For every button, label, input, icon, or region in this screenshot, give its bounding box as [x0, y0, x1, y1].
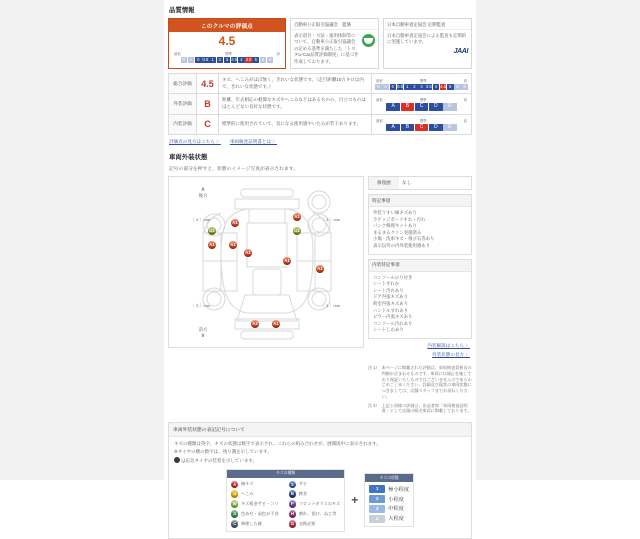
- damage-marker[interactable]: A1: [209, 242, 215, 247]
- scale-cell: B: [401, 124, 415, 131]
- scale-cell: D: [429, 103, 443, 110]
- scale-cell: 5: [447, 84, 454, 90]
- evaluation-row: [169, 94, 472, 114]
- evaluation-table: [168, 73, 472, 135]
- scale-label-mid: 標準: [419, 98, 427, 103]
- legend-state-box-icon: 3: [369, 505, 385, 513]
- exterior-notes-header: 特記事項: [369, 195, 471, 207]
- scale-cell: 0: [390, 84, 397, 90]
- legend-kind-item: [289, 520, 341, 528]
- legend-kind-label: へこみ: [240, 491, 254, 497]
- scale-cell: E: [443, 103, 457, 110]
- score-card: [168, 18, 286, 69]
- exterior-note-item: まるまるクリン実施済み: [373, 229, 422, 235]
- legend-kind-ball-icon: W: [232, 501, 237, 507]
- scale-cell: 4: [433, 84, 440, 90]
- scale-cell: 4.5: [440, 83, 447, 89]
- scale-label-low: 最低: [376, 78, 383, 83]
- legend-plus-sign: +: [351, 493, 359, 508]
- interior-note-item: ドア内張キズあり: [373, 294, 408, 300]
- tyre-depth-front-right: 〔 3 〕mm: [321, 303, 341, 308]
- evaluation-row: [169, 74, 472, 94]
- exterior-right-column: [368, 176, 472, 417]
- legend-line-3: は応急タイヤの装着を示しています。: [174, 457, 466, 464]
- legend-state-item: [369, 485, 409, 493]
- evaluation-row: [169, 114, 472, 134]
- legend-kind-item: [231, 520, 279, 528]
- score-scale-cell: 1: [209, 57, 216, 63]
- legend-kind-ball-icon: P: [289, 500, 297, 508]
- evaluation-row-scale: [372, 74, 472, 94]
- score-scale-cell: S: [268, 57, 272, 62]
- scale-cell: R: [376, 83, 380, 89]
- interior-notes-panel: [368, 259, 472, 339]
- score-scale-cell: 5: [252, 57, 259, 63]
- kind-legend-column-right: [289, 481, 341, 528]
- legend-kind-ball-icon: S: [289, 481, 297, 489]
- scale-label-low: 最低: [174, 52, 181, 56]
- car-outline-svg: [169, 177, 365, 349]
- legend-kind-item: [289, 510, 341, 518]
- tyre-depth-rear-left: 〔 4 〕mm: [191, 217, 211, 222]
- legend-kind-ball-icon: H: [289, 510, 297, 518]
- exterior-notes-list: [369, 207, 471, 254]
- score-scale-cell: 6: [260, 57, 267, 63]
- legend-kind-label: 修理した跡: [240, 520, 262, 526]
- evaluation-row-scale: [372, 94, 472, 114]
- evaluation-links: [169, 139, 472, 145]
- legend-state-label: 中程度: [388, 506, 404, 513]
- score-scale-cell: 0: [195, 57, 202, 63]
- scale-label-high: 高: [463, 78, 467, 83]
- evaluation-row-scale: [372, 114, 472, 134]
- legend-kind-item: [289, 500, 341, 508]
- repair-history-value: なし: [402, 180, 412, 185]
- legend-line-1: キズの種類は英字、キズの状態は数字で表示され、これらの組み合わせが、展開図中に表示されます。: [174, 441, 381, 447]
- legend-body: [169, 437, 471, 537]
- legend-kind-item: [231, 500, 279, 508]
- legend-kind-ball-icon: B: [289, 490, 297, 498]
- legend-kind-ball-icon: G: [289, 520, 297, 528]
- fair-trade-note-body: [291, 30, 378, 68]
- legend-kind-item: [231, 490, 279, 498]
- scale-cell: 2: [411, 84, 418, 90]
- overall-score-value: 4.5: [218, 34, 236, 48]
- legend-state-item: [369, 515, 409, 523]
- scale-label-mid: 標準: [419, 118, 427, 123]
- scale-cell: A: [386, 103, 400, 110]
- scale-label-high: 高: [463, 98, 467, 103]
- evaluation-row-description: 距離、年式相応の軽微なキズやへこみなどはあるものの、目立つものはほとんどない良好な状態です。: [219, 94, 372, 114]
- exterior-note-item: 小傷・洗車キズ・飛び石等あり: [373, 236, 435, 242]
- exterior-right-link[interactable]: 内装解説はこちら 〉: [427, 342, 470, 348]
- score-scale-cell: 4: [238, 57, 245, 63]
- quality-section-title: 品質情報: [169, 7, 195, 14]
- interior-note-item: シートすれか: [373, 281, 400, 287]
- legend-kind-item: [231, 510, 279, 518]
- legend-kind-label: 腐食: [298, 491, 308, 497]
- score-scale-cell: 3.5: [231, 57, 238, 62]
- jaai-note-body: [384, 30, 471, 58]
- damage-marker[interactable]: A1: [245, 250, 251, 255]
- legend-state-item: [369, 505, 409, 513]
- legend-symbols: [174, 469, 466, 532]
- exterior-right-links: [368, 343, 472, 361]
- evaluation-row-grade: C: [197, 114, 219, 134]
- legend-kind-label: 色あせ・退色が不良: [240, 510, 279, 516]
- interior-notes-list: [369, 272, 471, 338]
- fair-trade-note-text: 表示項目・方法・運用体制等について、自動車公正取引協議会の定める基準を満たした「トヨタU-Car品質評価制度」に基づき作成しております。: [294, 33, 359, 64]
- exterior-note-item: ラゲッジボードすれ・汚れ: [373, 216, 426, 222]
- evaluation-row-key: 外装評価: [169, 94, 197, 114]
- interior-note-item: 荷室内張キズあり: [373, 300, 409, 306]
- exterior-note-item: 表示以外の内外装使用感あり: [373, 242, 431, 248]
- interior-note-item: シート汚れあり: [373, 287, 404, 293]
- legend-kind-label: キズ板金サビ・コリ: [240, 501, 279, 507]
- scale-cell: D: [429, 124, 443, 131]
- kind-legend-header: キズの種類: [227, 470, 344, 478]
- damage-marker[interactable]: A2: [252, 321, 258, 326]
- legend-line-2: ※タイヤの横の数字は、残り溝を示しています。: [174, 449, 272, 455]
- score-scale: [173, 51, 281, 63]
- damage-marker[interactable]: U1: [294, 228, 300, 233]
- scale-cell: 0.5: [397, 83, 403, 89]
- legend-kind-label: 線キズ: [240, 481, 254, 487]
- scale-cell: C: [415, 124, 429, 131]
- spare-tyre-dot-icon: [174, 457, 180, 463]
- legend-state-label: 小程度: [388, 496, 404, 503]
- score-scale-cell: 3: [224, 57, 231, 63]
- scale-label-high: 高: [276, 52, 280, 56]
- score-scale-cell: R: [182, 57, 186, 62]
- legend-state-box-icon: 1: [369, 485, 385, 493]
- legend-kind-item: [289, 490, 341, 498]
- legend-state-box-icon: 4: [369, 515, 385, 523]
- disclaimer-number: 注 1）: [368, 364, 380, 370]
- exterior-right-link[interactable]: 外装状態の見方 〉: [431, 351, 470, 357]
- scale-label-mid: 標準: [419, 78, 427, 83]
- disclaimer-text: 本ページに掲載された評価は、車両検査員独自の判断が含まれるものです。車両には補正を施しており保証いたしものではございませんのであらかじめご了承ください。詳細及び現状の車両状態につきましては、店舗スタッフまでお尋ねください。: [381, 364, 472, 399]
- state-legend-column: [369, 485, 409, 522]
- legend-kind-ball-icon: U: [231, 490, 239, 498]
- score-card-body: [169, 32, 285, 67]
- tyre-depth-front-left: 〔 3 〕mm: [191, 303, 211, 308]
- quality-cards: [168, 18, 472, 69]
- car-diagram[interactable]: [168, 176, 364, 348]
- evaluation-row-key: 総合評価: [169, 74, 197, 94]
- scale-label-low: 最低: [376, 98, 383, 103]
- scale-cell: A: [386, 124, 400, 131]
- legend-kind-ball-icon: A: [231, 481, 239, 489]
- interior-note-item: シートしわあり: [373, 327, 404, 333]
- legend-kind-ball-icon: X: [231, 510, 239, 518]
- exterior-notes-panel: [368, 194, 472, 255]
- evaluation-row-description: キズ、へこみがほぼ無く、きれいな状態です。（走行距離10万キロ以内で、きれいな状態です。）: [219, 74, 372, 94]
- scale-cell: B: [401, 103, 415, 110]
- disclaimer-notes: [368, 365, 472, 417]
- score-scale-cell: A: [189, 57, 193, 62]
- disclaimer-item: [368, 365, 472, 400]
- evaluation-row-description: 標準的に使用されていて、気になる使用感やいたみが若干あります。: [219, 114, 372, 134]
- legend-state-box-icon: 2: [369, 495, 385, 503]
- exterior-section-sub: 記号の部分を押すと、状態のイメージ写真が表示されます。: [169, 167, 298, 172]
- legend-kind-label: サビ: [298, 481, 308, 487]
- interior-notes-header: 内装特記事項: [369, 260, 471, 272]
- front-direction-label: 前方 ∨: [198, 327, 208, 339]
- score-scale-cell: 0.5: [202, 57, 209, 62]
- exterior-note-item: パンク修理キットあり: [373, 223, 417, 229]
- scale-cell: 3: [418, 84, 425, 90]
- legend-header: 車両外装状態の表記記号について: [169, 423, 471, 437]
- legend-kind-label: フロントガラスのキズ: [298, 501, 341, 507]
- interior-note-item: コンソール汚れあり: [373, 320, 413, 326]
- scale-cell: A: [384, 83, 388, 89]
- interior-note-item: ハンドルすれあり: [373, 307, 409, 313]
- evaluation-row-grade: B: [197, 94, 219, 114]
- eco-leaf-icon: [362, 34, 375, 47]
- left-gutter: [0, 0, 164, 480]
- tyre-depth-rear-right: 〔 4 〕mm: [321, 217, 341, 222]
- evaluation-row-key: 内装評価: [169, 114, 197, 134]
- damage-marker[interactable]: A1: [284, 258, 290, 263]
- disclaimer-item: [368, 403, 472, 415]
- scale-cell: E: [443, 124, 457, 131]
- interior-note-item: ピラー内張キズあり: [373, 314, 413, 320]
- repair-history-row: [368, 176, 472, 190]
- damage-marker[interactable]: A1: [294, 214, 300, 219]
- scale-cell: 3.5: [425, 83, 432, 89]
- state-legend-box: [364, 473, 414, 526]
- scale-label-high: 高: [463, 118, 467, 123]
- legend-state-label: 大程度: [388, 516, 404, 523]
- evaluation-link[interactable]: 車両検査証明書とは 〉: [229, 139, 278, 144]
- score-scale-cells: [173, 57, 281, 63]
- main-content: [164, 0, 476, 527]
- disclaimer-number: 注 2）: [368, 402, 380, 408]
- scale-cell: 1: [404, 84, 411, 90]
- legend-kind-item: [231, 481, 279, 489]
- legend-panel: [168, 422, 472, 538]
- scale-label-mid: 標準: [225, 52, 233, 56]
- scale-cell: 6: [454, 84, 461, 90]
- score-scale-cell: 4.5: [245, 57, 252, 62]
- state-legend-header: キズの状態: [365, 474, 413, 482]
- score-card-header: このクルマの評価点: [169, 19, 285, 32]
- legend-kind-ball-icon: C: [231, 520, 239, 528]
- damage-marker[interactable]: A1: [273, 321, 279, 326]
- legend-kind-label: 割れ、裂け、ねじ等: [298, 510, 337, 516]
- legend-kind-item: [289, 481, 341, 489]
- jaai-logo: JAAI: [453, 47, 468, 55]
- legend-state-label: 極小程度: [388, 486, 410, 493]
- repair-history-key: 修復歴: [369, 177, 399, 189]
- right-gutter: [476, 0, 640, 480]
- exterior-section-title: 車両外装状態: [169, 154, 208, 161]
- scale-cell: C: [415, 103, 429, 110]
- interior-note-item: コンソールのり付き: [373, 274, 413, 280]
- jaai-note-card: [383, 18, 472, 69]
- evaluation-row-grade: 4.5: [197, 74, 219, 94]
- damage-marker[interactable]: A1: [230, 242, 236, 247]
- exterior-row: [168, 176, 472, 417]
- disclaimer-text: 上記と同様の評価は、出品者毎「車両検査証明書」として店頭の販売車両に掲載しております。: [381, 402, 472, 414]
- score-scale-cell: 2: [217, 57, 224, 63]
- legend-kind-label: 交換必要: [298, 520, 316, 526]
- exterior-note-item: 外装うすい線キズあり: [373, 210, 417, 215]
- damage-marker[interactable]: U1: [209, 228, 215, 233]
- legend-state-item: [369, 495, 409, 503]
- scale-cell: S: [463, 83, 467, 89]
- scale-label-low: 最低: [376, 118, 383, 123]
- damage-marker[interactable]: A1: [232, 220, 238, 225]
- rear-direction-label: ∧ 後方: [198, 187, 208, 198]
- fair-trade-note-header: 自動車公正取引協議会 監修: [291, 19, 378, 30]
- damage-marker[interactable]: A1: [317, 266, 323, 271]
- jaai-note-text: 日本自動車査定協会による監査も定期的に実施しています。: [387, 33, 467, 45]
- jaai-note-header: 日本自動車査定協会 定期監査: [384, 19, 471, 30]
- kind-legend-box: [226, 469, 345, 532]
- fair-trade-note-card: [290, 18, 379, 69]
- evaluation-link[interactable]: 評価点の見方はこちら 〉: [169, 139, 221, 144]
- kind-legend-column-left: [231, 481, 279, 528]
